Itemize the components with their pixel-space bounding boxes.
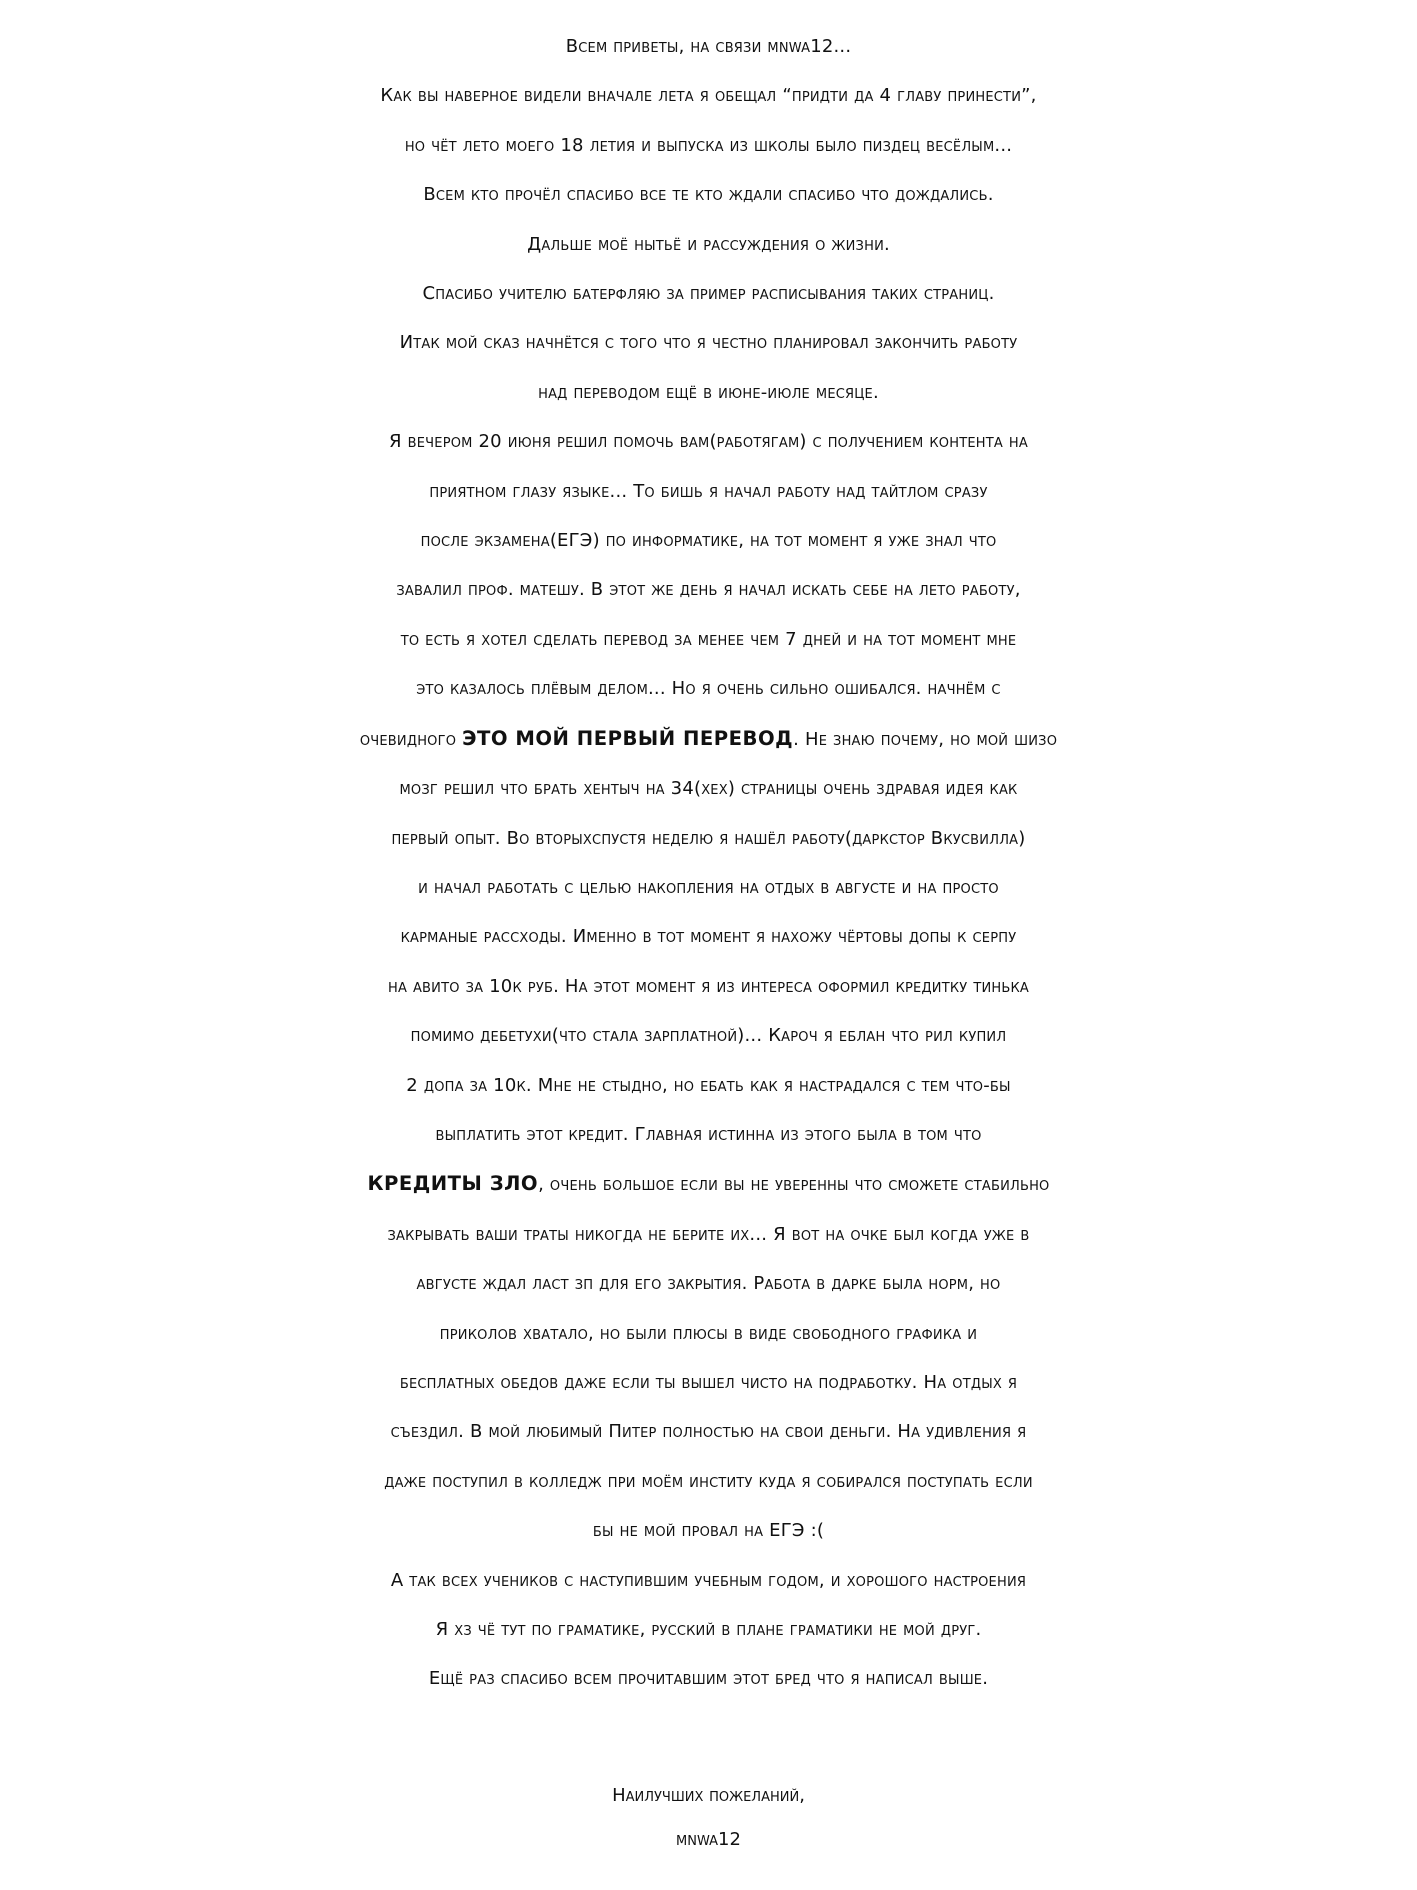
text-line: на авито за 10к руб. На этот момент я из интереса оформил кредитку тинька — [387, 975, 1030, 997]
text-line: даже поступил в колледж при моём институ куда я собирался поступать если — [384, 1470, 1033, 1492]
text-line: бесплатных обедов даже если ты вышел чисто на подработку. На отдых я — [399, 1371, 1018, 1393]
spacer — [0, 1704, 1417, 1774]
text-line: карманые рассходы. Именно в тот момент я нахожу чёртовы допы к серпу — [400, 926, 1017, 948]
text-fragment: , очень большое если вы не уверенны что сможете стабильно — [538, 1174, 1050, 1196]
text-line: но чёт лето моего 18 летия и выпуска из школы было пиздец весёлым... — [404, 134, 1013, 156]
text-line: приколов хватало, но были плюсы в виде свободного графика и — [439, 1322, 978, 1344]
greeting-line: Всем приветы, на связи mnwa12... — [565, 36, 852, 57]
text-line: Спасибо учителю батерфляю за пример расписывания таких страниц. — [422, 283, 995, 305]
text-line: 2 допа за 10к. Мне не стыдно, но ебать как я настрадался с тем что-бы — [406, 1074, 1011, 1096]
text-line: первый опыт. Во вторыхспустя неделю я нашёл работу(даркстор Вкусвилла) — [391, 827, 1026, 849]
text-line: бы не мой провал на ЕГЭ :( — [592, 1520, 825, 1542]
text-line-with-emphasis — [0, 714, 1417, 764]
text-line: помимо дебетухи(что стала зарплатной)... Кароч я еблан что рил купил — [410, 1025, 1007, 1047]
text-line: завалил проф. матешу. В этот же день я начал искать себе на лето работу, — [396, 579, 1021, 601]
text-line: Итак мой сказ начнётся с того что я честно планировал закончить работу — [399, 332, 1018, 354]
text-line: Как вы наверное видели вначале лета я обещал “придти да 4 главу принести”, — [380, 85, 1037, 107]
text-line: Дальше моё нытьё и рассуждения о жизни. — [527, 233, 890, 255]
text-line: закрывать ваши траты никогда не берите их... Я вот на очке был когда уже в — [387, 1223, 1030, 1245]
closing-line: Наилучших пожеланий, — [612, 1784, 805, 1806]
text-line: августе ждал ласт зп для его закрытия. Работа в дарке была норм, но — [416, 1273, 1001, 1295]
text-line: Всем кто прочёл спасибо все те кто ждали спасибо что дождались. — [423, 184, 994, 206]
text-line-with-emphasis — [0, 1159, 1417, 1209]
emphasis-first-translation: ЭТО МОЙ ПЕРВЫЙ ПЕРЕВОД — [462, 726, 794, 750]
text-line: мозг решил что брать хентыч на 34(хех) страницы очень здравая идея как — [399, 778, 1018, 800]
text-line: приятном глазу языке... То бишь я начал работу над тайтлом сразу — [429, 480, 988, 502]
text-line: Ещё раз спасибо всем прочитавшим этот бред что я написал выше. — [428, 1668, 989, 1690]
emphasis-credits-evil: КРЕДИТЫ ЗЛО — [367, 1172, 539, 1196]
text-line: А так всех учеников с наступившим учебным годом, и хорошого настроения — [390, 1569, 1027, 1591]
text-line: это казалось плёвым делом... Но я очень сильно ошибался. начнём с — [416, 678, 1001, 700]
signature: mnwa12 — [676, 1828, 741, 1850]
text-line: над переводом ещё в июне-июле месяце. — [538, 381, 879, 403]
text-line: Я хз чё тут по граматике, русский в плане граматики не мой друг. — [435, 1619, 982, 1640]
text-fragment: очевидного — [359, 728, 457, 750]
text-line: выплатить этот кредит. Главная истинна из этого была в том что — [435, 1123, 982, 1145]
text-line: после экзамена(ЕГЭ) по информатике, на тот момент я уже знал что — [420, 530, 997, 552]
text-line: и начал работать с целью накопления на отдых в августе и на просто — [418, 876, 999, 898]
text-line: то есть я хотел сделать перевод за менее чем 7 дней и на тот момент мне — [400, 628, 1017, 650]
text-line: съездил. В мой любимый Питер полностью на свои деньги. На удивления я — [390, 1421, 1027, 1443]
text-line: Я вечером 20 июня решил помочь вам(работягам) с получением контента на — [389, 431, 1028, 453]
text-fragment: . Не знаю почему, но мой шизо — [793, 728, 1058, 750]
